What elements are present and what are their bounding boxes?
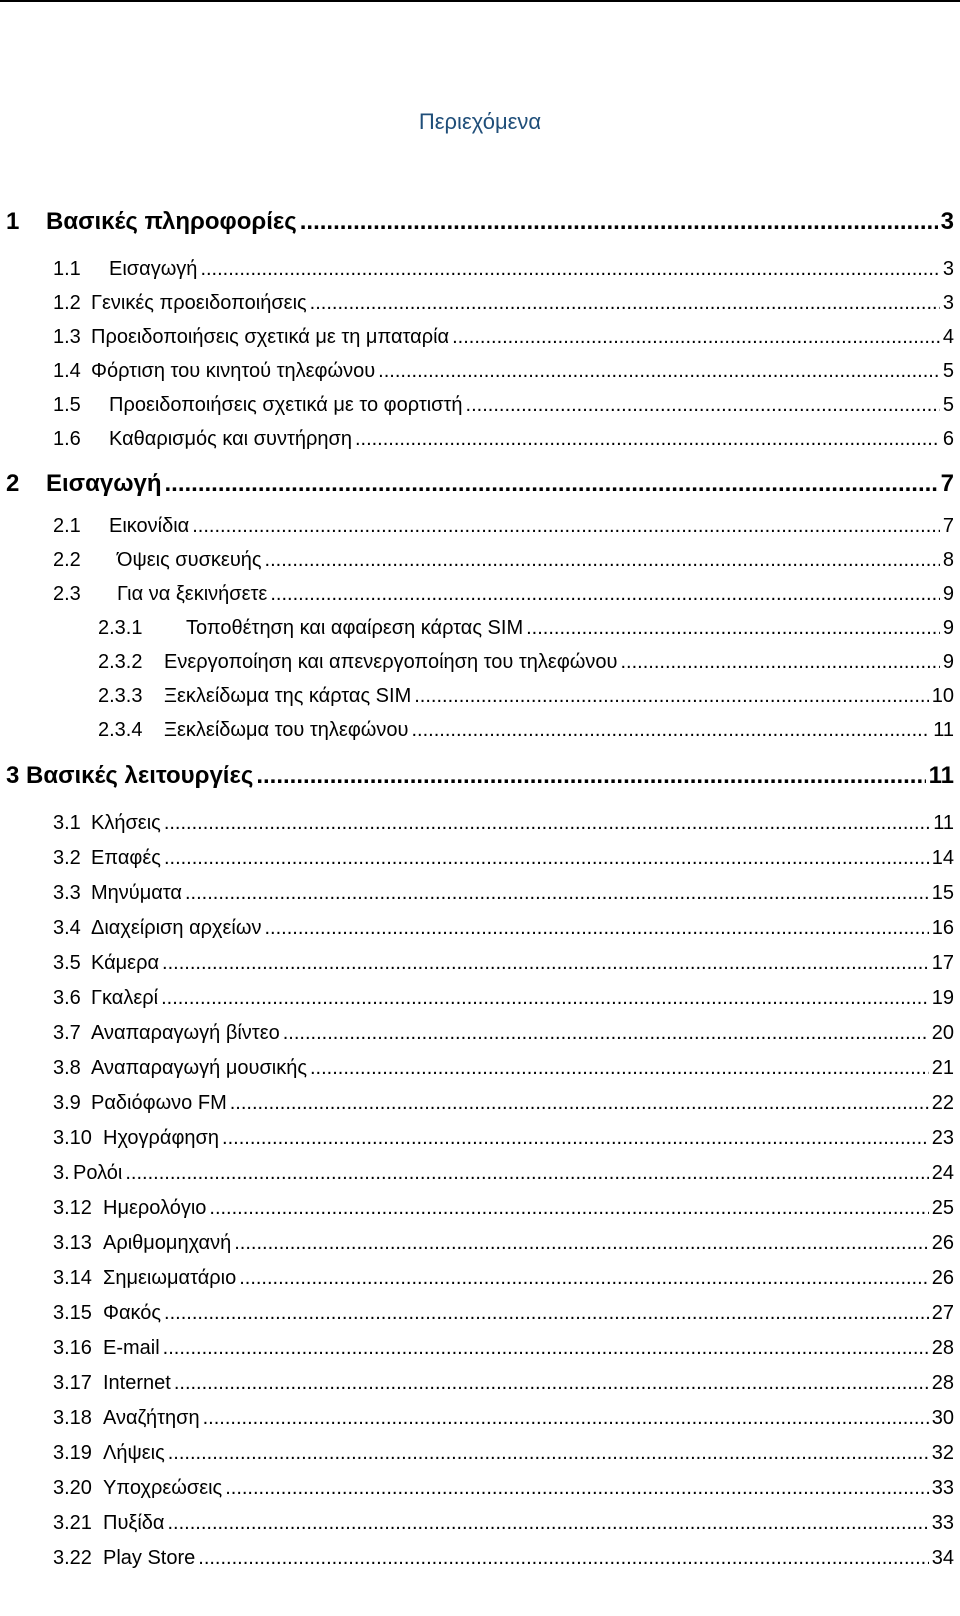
toc-entry-label: Φακός (103, 1302, 162, 1324)
toc-entry-2-3-1[interactable] (98, 617, 954, 640)
toc-leader-dots (203, 1407, 929, 1430)
toc-entry-page: 15 (931, 882, 954, 904)
toc-entry-label: Όψεις συσκευής (117, 549, 262, 571)
toc-entry-3-1[interactable] (53, 812, 954, 835)
toc-entry-page: 7 (940, 470, 954, 497)
toc-entry-label: Διαχείριση αρχείων (91, 917, 262, 939)
toc-leader-dots (192, 515, 940, 538)
toc-leader-dots (234, 1232, 929, 1255)
toc-entry-label: Ενεργοποίηση και απενεργοποίηση του τηλεφώνου (164, 651, 618, 673)
toc-entry-1-3[interactable] (53, 326, 954, 349)
toc-entry-3-5[interactable] (53, 952, 954, 975)
toc-leader-dots (185, 882, 929, 905)
toc-entry-label: Τοποθέτηση και αφαίρεση κάρτας SIM (186, 617, 524, 639)
toc-entry-label: Εισαγωγή (46, 470, 162, 497)
toc-leader-dots (164, 847, 929, 870)
toc-entry-label: Αριθμομηχανή (103, 1232, 232, 1254)
toc-entry-3-18[interactable] (53, 1407, 954, 1430)
toc-entry-label: Play Store (103, 1547, 196, 1569)
toc-entry-number: 3.13 (53, 1232, 92, 1254)
toc-entry-number: 3.12 (53, 1197, 92, 1219)
toc-entry-page: 33 (931, 1512, 954, 1534)
toc-leader-dots (164, 812, 930, 835)
toc-entry-3-4[interactable] (53, 917, 954, 940)
toc-entry-label: Κλήσεις (91, 812, 161, 834)
toc-entry-2-3-2[interactable] (98, 651, 954, 674)
toc-leader-dots (310, 292, 940, 315)
toc-entry-label: Γενικές προειδοποιήσεις (91, 292, 307, 314)
toc-entry-page: 3 (942, 292, 954, 314)
toc-leader-dots (239, 1267, 929, 1290)
toc-entry-page: 5 (942, 394, 954, 416)
toc-leader-dots (200, 258, 939, 281)
toc-entry-2-1[interactable] (53, 515, 954, 538)
toc-leader-dots (167, 1512, 928, 1535)
toc-entry-number: 3.2 (53, 847, 81, 869)
toc-entry-number: 1 (6, 208, 20, 235)
toc-entry-label: Φόρτιση του κινητού τηλεφώνου (91, 360, 376, 382)
toc-entry-label: Κάμερα (91, 952, 160, 974)
toc-entry-page: 21 (931, 1057, 954, 1079)
toc-entry-label: Γκαλερί (91, 987, 159, 1009)
toc-entry-1-1[interactable] (53, 258, 954, 281)
toc-entry-label: Βασικές πληροφορίες (46, 208, 297, 235)
toc-entry-3-9[interactable] (53, 1092, 954, 1115)
toc-entry-label: Σημειωματάριο (103, 1267, 237, 1289)
toc-entry-number: 3.15 (53, 1302, 92, 1324)
toc-entry-1-5[interactable] (53, 394, 954, 417)
toc-entry-number: 2.3.1 (98, 617, 143, 639)
toc-entry-page: 4 (942, 326, 954, 348)
toc-entry-page: 17 (931, 952, 954, 974)
toc-entry-3-14[interactable] (53, 1267, 954, 1290)
toc-entry-label: Προειδοποιήσεις σχετικά με τη μπαταρία (91, 326, 450, 348)
toc-entry-number: 3.4 (53, 917, 81, 939)
toc-leader-dots (225, 1477, 929, 1500)
toc-leader-dots (355, 428, 940, 451)
toc-entry-label: Καθαρισμός και συντήρηση (109, 428, 352, 450)
toc-leader-dots (164, 470, 937, 498)
toc-entry-number: 2 (6, 470, 20, 497)
toc-leader-dots (163, 1337, 929, 1360)
toc-entry-number: 3.6 (53, 987, 81, 1009)
toc-entry-page: 34 (931, 1547, 954, 1569)
toc-entry-page: 8 (942, 549, 954, 571)
toc-entry-number: 3.17 (53, 1372, 92, 1394)
toc-entry-label: Υποχρεώσεις (103, 1477, 223, 1499)
toc-entry-3-13[interactable] (53, 1232, 954, 1255)
toc-leader-dots (264, 917, 928, 940)
toc-entry-number: 3.10 (53, 1127, 92, 1149)
toc-leader-dots (452, 326, 940, 349)
toc-entry-page: 25 (931, 1197, 954, 1219)
toc-entry-page: 7 (942, 515, 954, 537)
toc-entry-3-12[interactable] (53, 1197, 954, 1220)
toc-entry-number: 3.3 (53, 882, 81, 904)
toc-leader-dots (168, 1442, 929, 1465)
toc-entry-page: 23 (931, 1127, 954, 1149)
toc-entry-3-22[interactable] (53, 1547, 954, 1570)
toc-entry-1[interactable] (6, 208, 954, 236)
toc-entry-label: Για να ξεκινήσετε (117, 583, 268, 605)
toc-entry-label: Ξεκλείδωμα της κάρτας SIM (164, 685, 412, 707)
toc-entry-number: 2.1 (53, 515, 81, 537)
toc-leader-dots (283, 1022, 929, 1045)
toc-entry-3-2[interactable] (53, 847, 954, 870)
toc-entry-3-8[interactable] (53, 1057, 954, 1080)
toc-entry-number: 2.3.2 (98, 651, 143, 673)
toc-entry-page: 9 (942, 583, 954, 605)
toc-entry-page: 3 (942, 258, 954, 280)
toc-leader-dots (378, 360, 940, 383)
toc-entry-1-6[interactable] (53, 428, 954, 451)
toc-leader-dots (164, 1302, 929, 1325)
toc-entry-number: 3.22 (53, 1547, 92, 1569)
toc-entry-page: 24 (931, 1162, 954, 1184)
toc-entry-page: 11 (933, 812, 954, 834)
toc-leader-dots (300, 208, 938, 236)
toc-leader-dots (526, 617, 940, 640)
toc-entry-label: Λήψεις (103, 1442, 165, 1464)
toc-entry-page: 3 (940, 208, 954, 235)
toc-entry-page: 30 (931, 1407, 954, 1429)
toc-entry-2-3-4[interactable] (98, 719, 954, 742)
toc-entry-number: 2.3.3 (98, 685, 143, 707)
toc-entry-label: Αναπαραγωγή μουσικής (91, 1057, 307, 1079)
toc-entry-page: 27 (931, 1302, 954, 1324)
toc-entry-page: 33 (931, 1477, 954, 1499)
toc-entry-label: Αναζήτηση (103, 1407, 200, 1429)
toc-leader-dots (270, 583, 940, 606)
toc-entry-label: Πυξίδα (103, 1512, 165, 1534)
toc-entry-3-10[interactable] (53, 1127, 954, 1150)
toc-leader-dots (265, 549, 940, 572)
toc-entry-page: 11 (933, 719, 954, 741)
toc-entry-page: 6 (942, 428, 954, 450)
toc-entry-number: 3.7 (53, 1022, 81, 1044)
toc-entry-page: 26 (931, 1267, 954, 1289)
toc-entry-number: 3.16 (53, 1337, 92, 1359)
toc-leader-dots (230, 1092, 929, 1115)
toc-entry-number: 1.6 (53, 428, 81, 450)
toc-entry-2-2[interactable] (53, 549, 954, 572)
toc-entry-number: 3.8 (53, 1057, 81, 1079)
toc-entry-label: Ραδιόφωνο FM (91, 1092, 227, 1114)
toc-entry-page: 14 (931, 847, 954, 869)
toc-entry-page: 22 (931, 1092, 954, 1114)
toc-entry-number: 2.3.4 (98, 719, 143, 741)
toc-entry-label: Αναπαραγωγή βίντεο (91, 1022, 280, 1044)
toc-entry-3[interactable] (6, 762, 954, 790)
toc-entry-label: Βασικές λειτουργίες (26, 762, 254, 789)
toc-entry-page: 16 (931, 917, 954, 939)
toc-entry-3-20[interactable] (53, 1477, 954, 1500)
toc-entry-page: 28 (931, 1372, 954, 1394)
toc-leader-dots (620, 651, 939, 674)
toc-entry-number: 3.21 (53, 1512, 92, 1534)
top-rule (0, 0, 960, 2)
toc-entry-number: 3.18 (53, 1407, 92, 1429)
toc-entry-page: 32 (931, 1442, 954, 1464)
toc-entry-number: 3.9 (53, 1092, 81, 1114)
toc-entry-label: Μηνύματα (91, 882, 182, 904)
toc-entry-page: 20 (931, 1022, 954, 1044)
toc-entry-page: 28 (931, 1337, 954, 1359)
toc-entry-number: 3.20 (53, 1477, 92, 1499)
toc-leader-dots (174, 1372, 929, 1395)
toc-entry-3-16[interactable] (53, 1337, 954, 1360)
toc-entry-label: E-mail (103, 1337, 160, 1359)
toc-entry-page: 11 (928, 762, 954, 789)
toc-leader-dots (198, 1547, 928, 1570)
toc-entry-label: Ηχογράφηση (103, 1127, 220, 1149)
toc-entry-number: 1.2 (53, 292, 81, 314)
toc-entry-number: 1.4 (53, 360, 81, 382)
toc-entry-3-7[interactable] (53, 1022, 954, 1045)
toc-entry-3-6[interactable] (53, 987, 954, 1010)
toc-entry-1-2[interactable] (53, 292, 954, 315)
toc-entry-label: Ημερολόγιο (103, 1197, 207, 1219)
toc-leader-dots (310, 1057, 929, 1080)
toc-entry-number: 1.5 (53, 394, 81, 416)
toc-entry-number: 3 (6, 762, 20, 789)
toc-entry-3-17[interactable] (53, 1372, 954, 1395)
toc-entry-label: Εισαγωγή (109, 258, 198, 280)
toc-entry-number: 2.2 (53, 549, 81, 571)
toc-entry-1-4[interactable] (53, 360, 954, 383)
toc-leader-dots (411, 719, 930, 742)
toc-leader-dots (256, 762, 925, 790)
toc-entry-page: 19 (931, 987, 954, 1009)
toc-entry-page: 9 (942, 617, 954, 639)
toc-entry-2[interactable] (6, 470, 954, 498)
toc-entry-label: Εικονίδια (109, 515, 190, 537)
toc-entry-page: 5 (942, 360, 954, 382)
toc-entry-2-3-3[interactable] (98, 685, 954, 708)
toc-leader-dots (125, 1162, 928, 1185)
toc-entry-page: 10 (931, 685, 954, 707)
toc-entry-3-15[interactable] (53, 1302, 954, 1325)
toc-entry-3-3[interactable] (53, 882, 954, 905)
toc-title: Περιεχόμενα (418, 109, 542, 134)
toc-leader-dots (162, 952, 929, 975)
toc-entry-2-3[interactable] (53, 583, 954, 606)
toc-entry-number: 3.14 (53, 1267, 92, 1289)
toc-leader-dots (209, 1197, 928, 1220)
toc-entry-label: Προειδοποιήσεις σχετικά με το φορτιστή (109, 394, 463, 416)
toc-entry-label: Internet (103, 1372, 171, 1394)
toc-leader-dots (466, 394, 940, 417)
toc-entry-label: Επαφές (91, 847, 161, 869)
toc-entry-3-11[interactable] (53, 1162, 954, 1185)
toc-entry-page: 9 (942, 651, 954, 673)
toc-entry-number: 3.19 (53, 1442, 92, 1464)
toc-entry-3-19[interactable] (53, 1442, 954, 1465)
toc-entry-label: Ρολόι (73, 1162, 123, 1184)
toc-entry-number: 3.5 (53, 952, 81, 974)
toc-entry-number: 3.1 (53, 812, 81, 834)
toc-entry-3-21[interactable] (53, 1512, 954, 1535)
toc-leader-dots (161, 987, 929, 1010)
toc-entry-number: 2.3 (53, 583, 81, 605)
toc-entry-label: Ξεκλείδωμα του τηλεφώνου (164, 719, 409, 741)
toc-entry-number: 3. (53, 1162, 70, 1184)
toc-leader-dots (414, 685, 929, 708)
toc-entry-page: 26 (931, 1232, 954, 1254)
toc-leader-dots (222, 1127, 929, 1150)
toc-entry-number: 1.1 (53, 258, 81, 280)
toc-entry-number: 1.3 (53, 326, 81, 348)
